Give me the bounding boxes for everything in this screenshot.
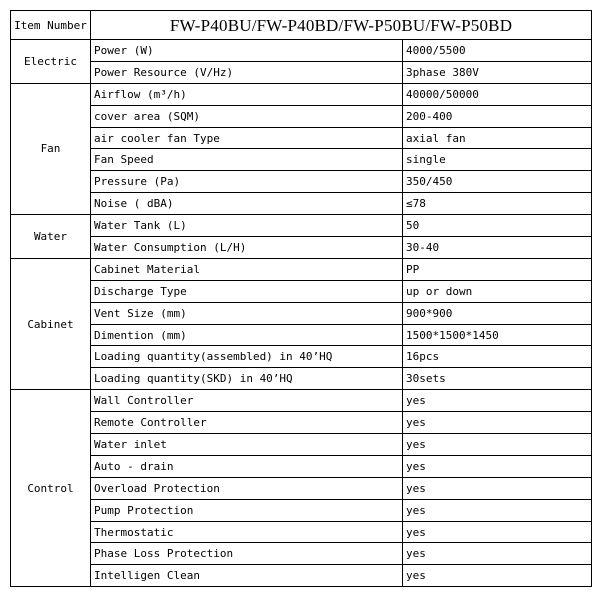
spec-table-body [11,11,592,587]
spec-label: air cooler fan Type [91,127,403,149]
spec-row [11,455,592,477]
item-number-label: Item Number [11,11,91,40]
spec-value: PP [403,258,592,280]
spec-row [11,346,592,368]
spec-label: Thermostatic [91,521,403,543]
spec-value: 30-40 [403,237,592,259]
spec-label: Remote Controller [91,412,403,434]
spec-row [11,83,592,105]
spec-label: Wall Controller [91,390,403,412]
spec-row [11,171,592,193]
spec-value: yes [403,565,592,587]
spec-value: yes [403,412,592,434]
spec-label: Power (W) [91,40,403,62]
spec-label: Water inlet [91,434,403,456]
spec-row [11,105,592,127]
spec-value: 350/450 [403,171,592,193]
spec-row [11,127,592,149]
spec-value: 200-400 [403,105,592,127]
group-label: Water [11,215,91,259]
spec-label: Vent Size (mm) [91,302,403,324]
header-row [11,11,592,40]
spec-label: Auto - drain [91,455,403,477]
spec-value: yes [403,521,592,543]
spec-value: single [403,149,592,171]
spec-row [11,149,592,171]
spec-label: Cabinet Material [91,258,403,280]
spec-value: yes [403,455,592,477]
spec-label: Loading quantity(assembled) in 40’HQ [91,346,403,368]
spec-row [11,193,592,215]
spec-label: Airflow (m³/h) [91,83,403,105]
spec-label: Overload Protection [91,477,403,499]
spec-table [10,10,592,587]
spec-label: Noise ( dBA) [91,193,403,215]
spec-label: Phase Loss Protection [91,543,403,565]
spec-label: Power Resource (V/Hz) [91,61,403,83]
spec-label: Discharge Type [91,280,403,302]
spec-row [11,302,592,324]
spec-value: yes [403,477,592,499]
spec-row [11,412,592,434]
spec-value: yes [403,543,592,565]
spec-value: up or down [403,280,592,302]
spec-row [11,61,592,83]
model-number: FW-P40BU/FW-P40BD/FW-P50BU/FW-P50BD [91,11,592,40]
spec-label: cover area (SQM) [91,105,403,127]
group-label: Fan [11,83,91,214]
spec-row [11,368,592,390]
spec-value: 900*900 [403,302,592,324]
spec-value: 16pcs [403,346,592,368]
spec-row [11,477,592,499]
spec-value: 40000/50000 [403,83,592,105]
spec-row [11,390,592,412]
group-label: Control [11,390,91,587]
spec-row [11,258,592,280]
spec-value: 50 [403,215,592,237]
spec-label: Water Tank (L) [91,215,403,237]
spec-row [11,499,592,521]
spec-value: yes [403,390,592,412]
spec-row [11,280,592,302]
spec-value: ≤78 [403,193,592,215]
spec-row [11,543,592,565]
spec-row [11,215,592,237]
spec-value: 1500*1500*1450 [403,324,592,346]
spec-row [11,521,592,543]
spec-label: Water Consumption (L/H) [91,237,403,259]
spec-value: 3phase 380V [403,61,592,83]
spec-label: Pressure (Pa) [91,171,403,193]
spec-value: 30sets [403,368,592,390]
spec-label: Loading quantity(SKD) in 40’HQ [91,368,403,390]
spec-value: yes [403,499,592,521]
spec-label: Fan Speed [91,149,403,171]
spec-sheet [10,10,592,587]
spec-value: yes [403,434,592,456]
spec-row [11,40,592,62]
group-label: Cabinet [11,258,91,389]
spec-value: 4000/5500 [403,40,592,62]
group-label: Electric [11,40,91,84]
spec-row [11,237,592,259]
spec-label: Dimention (mm) [91,324,403,346]
spec-row [11,324,592,346]
spec-label: Pump Protection [91,499,403,521]
spec-row [11,565,592,587]
spec-row [11,434,592,456]
spec-label: Intelligen Clean [91,565,403,587]
spec-value: axial fan [403,127,592,149]
